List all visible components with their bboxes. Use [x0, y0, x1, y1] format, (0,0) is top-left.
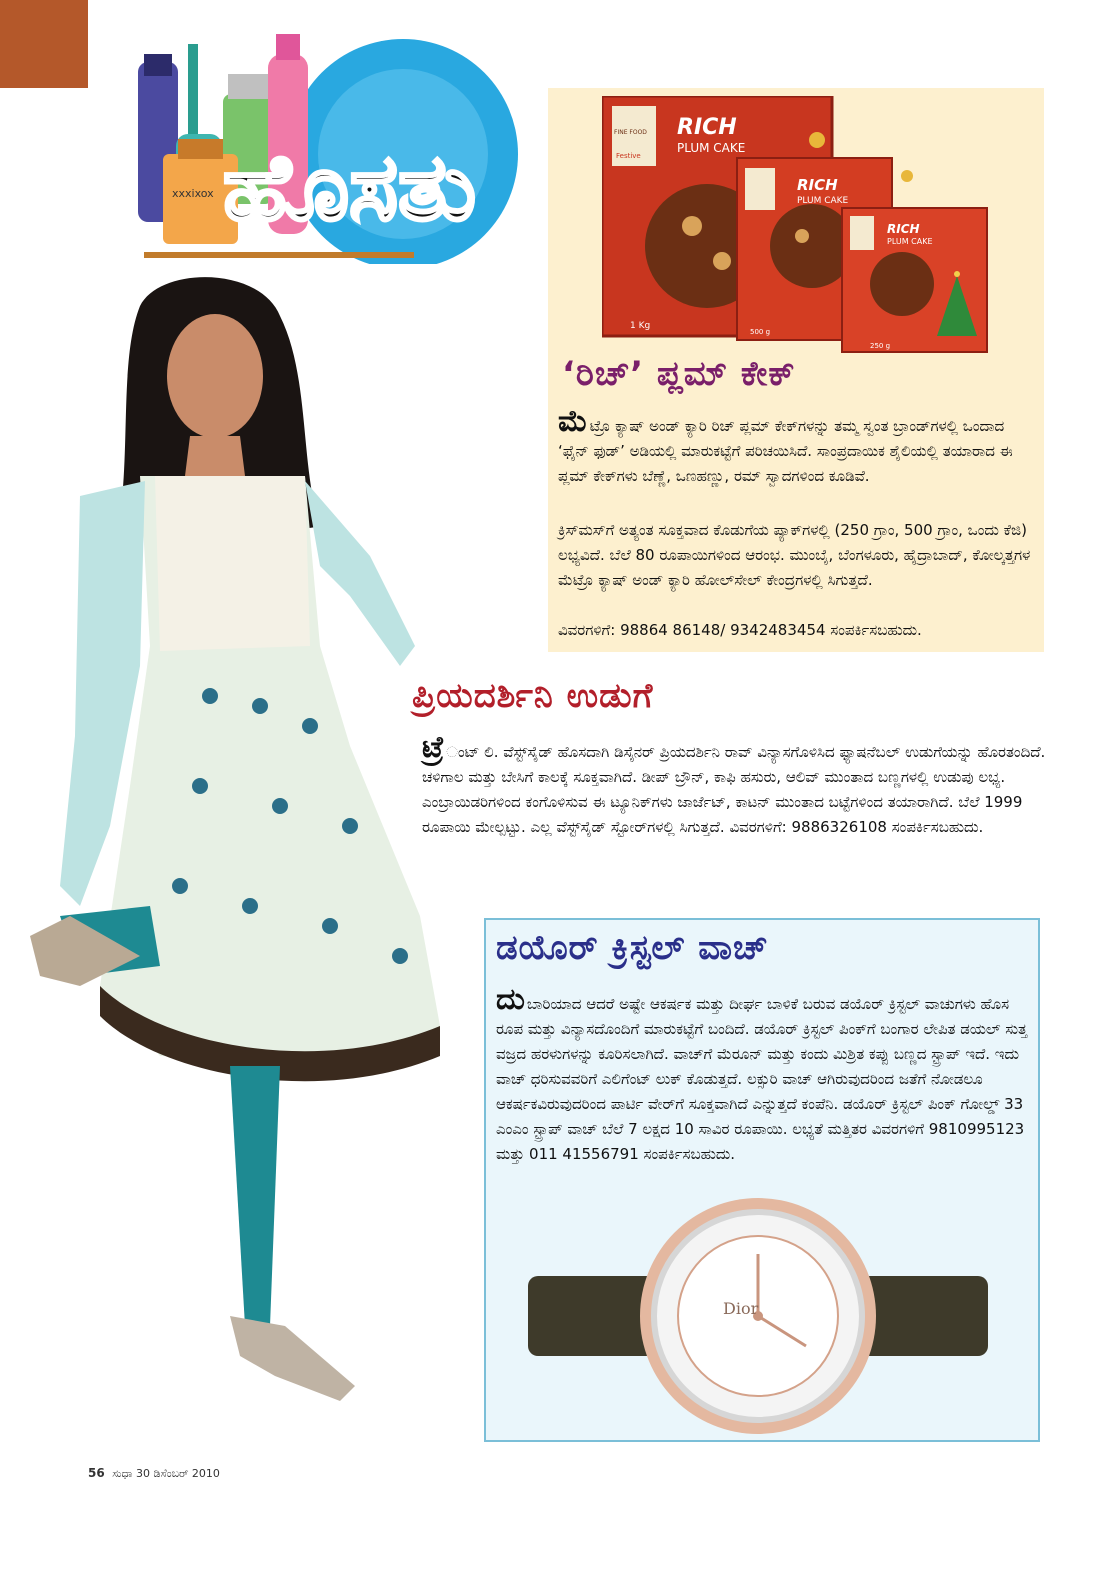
watch-body-text: ಬಾರಿಯಾದ ಆದರೆ ಅಷ್ಟೇ ಆಕರ್ಷಕ ಮತ್ತು ದೀರ್ಘ ಬಾಳಿಕೆ ಬರುವ ಡಯೊರ್ ಕ್ರಿಸ್ಟಲ್ ವಾಚುಗಳು ಹೊಸ ರೂಪ ಮತ್ತು ವಿನ್ಯಾಸದೊಂದಿಗೆ ಮಾರುಕಟ್ಟೆಗೆ ಬಂದಿದೆ. ಡಯೊರ್ ಕ್ರಿಸ್ಟಲ್ ಪಿಂಕ್‌ಗೆ ಬಂಗಾರ ಲೇಪಿತ ಡಯಲ್ ಸುತ್ತ ವಜ್ರದ ಹರಳುಗಳನ್ನು ಕೂರಿಸಲಾಗಿದೆ. ವಾಚ್‌ಗೆ ಮೆರೂನ್ ಮತ್ತು ಕಂದು ಮಿಶ್ರಿತ ಕಪ್ಪು ಬಣ್ಣದ ಸ್ಟ್ರಾಪ್ ಇದೆ. ಇದು ವಾಚ್ ಧರಿಸುವವರಿಗೆ ಎಲಿಗೆಂಟ್ ಲುಕ್ ಕೊಡುತ್ತದೆ. ಲಕ್ಸುರಿ ವಾಚ್ ಆಗಿರುವುದರಿಂದ ಜತೆಗೆ ನೋಡಲೂ ಆಕರ್ಷಕವಿರುವುದರಿಂದ ಪಾರ್ಟಿ ವೇರ್‌ಗೆ ಸೂಕ್ತವಾಗಿದೆ ಎನ್ನುತ್ತದೆ ಕಂಪೆನಿ. ಡಯೊರ್ ಕ್ರಿಸ್ಟಲ್ ಪಿಂಕ್ ಗೋಲ್ಡ್ 33 ಎಂಎಂ ಸ್ಟ್ರಾಪ್ ವಾಚ್ ಬೆಲೆ 7 ಲಕ್ಷದ 10 ಸಾವಿರ ರೂಪಾಯಿ. ಲಭ್ಯತೆ ಮತ್ತಿತರ ವಿವರಗಳಿಗೆ 9810995123 ಮತ್ತು 011 41556791 ಸಂಪರ್ಕಿಸಬಹುದು. — [496, 995, 1028, 1163]
cake-body-text: ಟ್ರೊ ಕ್ಯಾಷ್ ಅಂಡ್ ಕ್ಯಾರಿ ರಿಚ್ ಪ್ಲಮ್ ಕೇಕ್‌ಗಳನ್ನು ತಮ್ಮ ಸ್ವಂತ ಬ್ರಾಂಡ್‌ಗಳಲ್ಲಿ ಒಂದಾದ ‘ಫೈನ್ ಫುಡ್’ ಅಡಿಯಲ್ಲಿ ಮಾರುಕಟ್ಟೆಗೆ ಪರಿಚಯಿಸಿದೆ. ಸಾಂಪ್ರದಾಯಿಕ ಶೈಲಿಯಲ್ಲಿ ತಯಾರಾದ ಈ ಪ್ಲಮ್ ಕೇಕ್‌ಗಳು ಬೆಣ್ಣೆ, ಒಣಹಣ್ಣು, ರಮ್ ಸ್ವಾದಗಳಿಂದ ಕೂಡಿವೆ. — [558, 417, 1013, 485]
watch-body — [496, 982, 1028, 1167]
model-in-dress-image — [20, 266, 450, 1516]
cake-product-label: PLUM CAKE — [677, 141, 746, 155]
cake-availability: ಕ್ರಿಸ್‌ಮಸ್‌ಗೆ ಅತ್ಯಂತ ಸೂಕ್ತವಾದ ಕೊಡುಗೆಯ ಪ್ಯಾಕ್‌ಗಳಲ್ಲಿ (250 ಗ್ರಾಂ, 500 ಗ್ರಾಂ, ಒಂದು ಕೆಜಿ) ಲಭ್ಯವಿದೆ. ಬೆಲೆ 80 ರೂಪಾಯಿಗಳಿಂದ ಆರಂಭ. ಮುಂಬೈ, ಬೆಂಗಳೂರು, ಹೈದ್ರಾಬಾದ್, ಕೋಲ್ಕತ್ತಗಳ ಮೆಟ್ರೊ ಕ್ಯಾಷ್ ಅಂಡ್ ಕ್ಯಾರಿ ಹೋಲ್‌ಸೇಲ್ ಕೇಂದ್ರಗಳಲ್ಲಿ ಸಿಗುತ್ತದೆ. — [558, 521, 1031, 589]
cake-brand-label: RICH — [677, 115, 737, 140]
corner-color-block — [0, 0, 88, 88]
page-number: 56 — [88, 1466, 105, 1480]
watch-drop-cap: ದು — [496, 982, 525, 1017]
svg-text:RICH: RICH — [887, 222, 920, 236]
dress-title: ಪ್ರಿಯದರ್ಶಿನಿ ಉಡುಗೆ — [412, 676, 654, 716]
dress-drop-cap: ಟ್ರೆ — [422, 730, 445, 765]
masthead-title: ಹೊಸತು — [223, 134, 477, 241]
cake-size-1kg: 1 Kg — [630, 321, 651, 331]
cake-contact: ವಿವರಗಳಿಗೆ: 98864 86148/ 9342483454 ಸಂಪರ್ಕಿಸಬಹುದು. — [558, 621, 922, 639]
cake-title: ‘ರಿಚ್’ ಪ್ಲಮ್ ಕೇಕ್ — [562, 354, 796, 394]
masthead-logo — [128, 14, 548, 264]
svg-text:xxxixox: xxxixox — [172, 187, 214, 200]
cake-size-500g: 500 g — [750, 328, 771, 336]
dior-watch-image — [528, 1196, 988, 1436]
dress-body — [422, 730, 1052, 840]
plum-cake-boxes-image — [602, 96, 992, 356]
watch-title: ಡಯೊರ್ ಕ್ರಿಸ್ಟಲ್ ವಾಚ್ — [496, 928, 769, 968]
page-footer — [88, 1466, 220, 1481]
cake-variant-label: Festive — [616, 152, 641, 160]
watch-dial-brand: Dior — [723, 1299, 759, 1318]
cake-maker-label: FINE FOOD — [614, 129, 647, 136]
cake-size-250g: 250 g — [870, 342, 891, 350]
dress-body-text: ಂಟ್ ಲಿ. ವೆಸ್ಟ್‌ಸೈಡ್ ಹೊಸದಾಗಿ ಡಿಸೈನರ್ ಪ್ರಿಯದರ್ಶಿನಿ ರಾವ್ ವಿನ್ಯಾಸಗೊಳಿಸಿದ ಫ್ಯಾಷನೆಬಲ್ ಉಡುಗೆಯನ್ನು ಹೊರತಂದಿದೆ. ಚಳಿಗಾಲ ಮತ್ತು ಬೇಸಿಗೆ ಕಾಲಕ್ಕೆ ಸೂಕ್ತವಾಗಿದೆ. ಡೀಪ್ ಬ್ರೌನ್, ಕಾಫಿ ಹಸುರು, ಆಲಿವ್ ಮುಂತಾದ ಬಣ್ಣಗಳಲ್ಲಿ ಉಡುಪು ಲಭ್ಯ. ಎಂಬ್ರಾಯಿಡರಿಗಳಿಂದ ಕಂಗೊಳಿಸುವ ಈ ಟ್ಯೂನಿಕ್‌ಗಳು ಜಾರ್ಜೆಟ್, ಕಾಟನ್ ಮುಂತಾದ ಬಟ್ಟೆಗಳಿಂದ ತಯಾರಾಗಿದೆ. ಬೆಲೆ 1999 ರೂಪಾಯಿ ಮೇಲ್ಪಟ್ಟು. ಎಲ್ಲ ವೆಸ್ಟ್‌ಸೈಡ್ ಸ್ಟೋರ್‌ಗಳಲ್ಲಿ ಸಿಗುತ್ತದೆ. ವಿವರಗಳಿಗೆ: 9886326108 ಸಂಪರ್ಕಿಸಬಹುದು. — [422, 743, 1046, 836]
cake-drop-cap: ಮೆ — [558, 404, 588, 439]
svg-text:PLUM CAKE: PLUM CAKE — [797, 196, 849, 206]
magazine-name: ಸುಧಾ — [112, 1467, 133, 1480]
cake-body — [558, 404, 1034, 489]
svg-text:RICH: RICH — [797, 176, 838, 194]
issue-date: 30 ಡಿಸೆಂಬರ್ 2010 — [136, 1467, 220, 1480]
svg-text:PLUM CAKE: PLUM CAKE — [887, 237, 933, 246]
